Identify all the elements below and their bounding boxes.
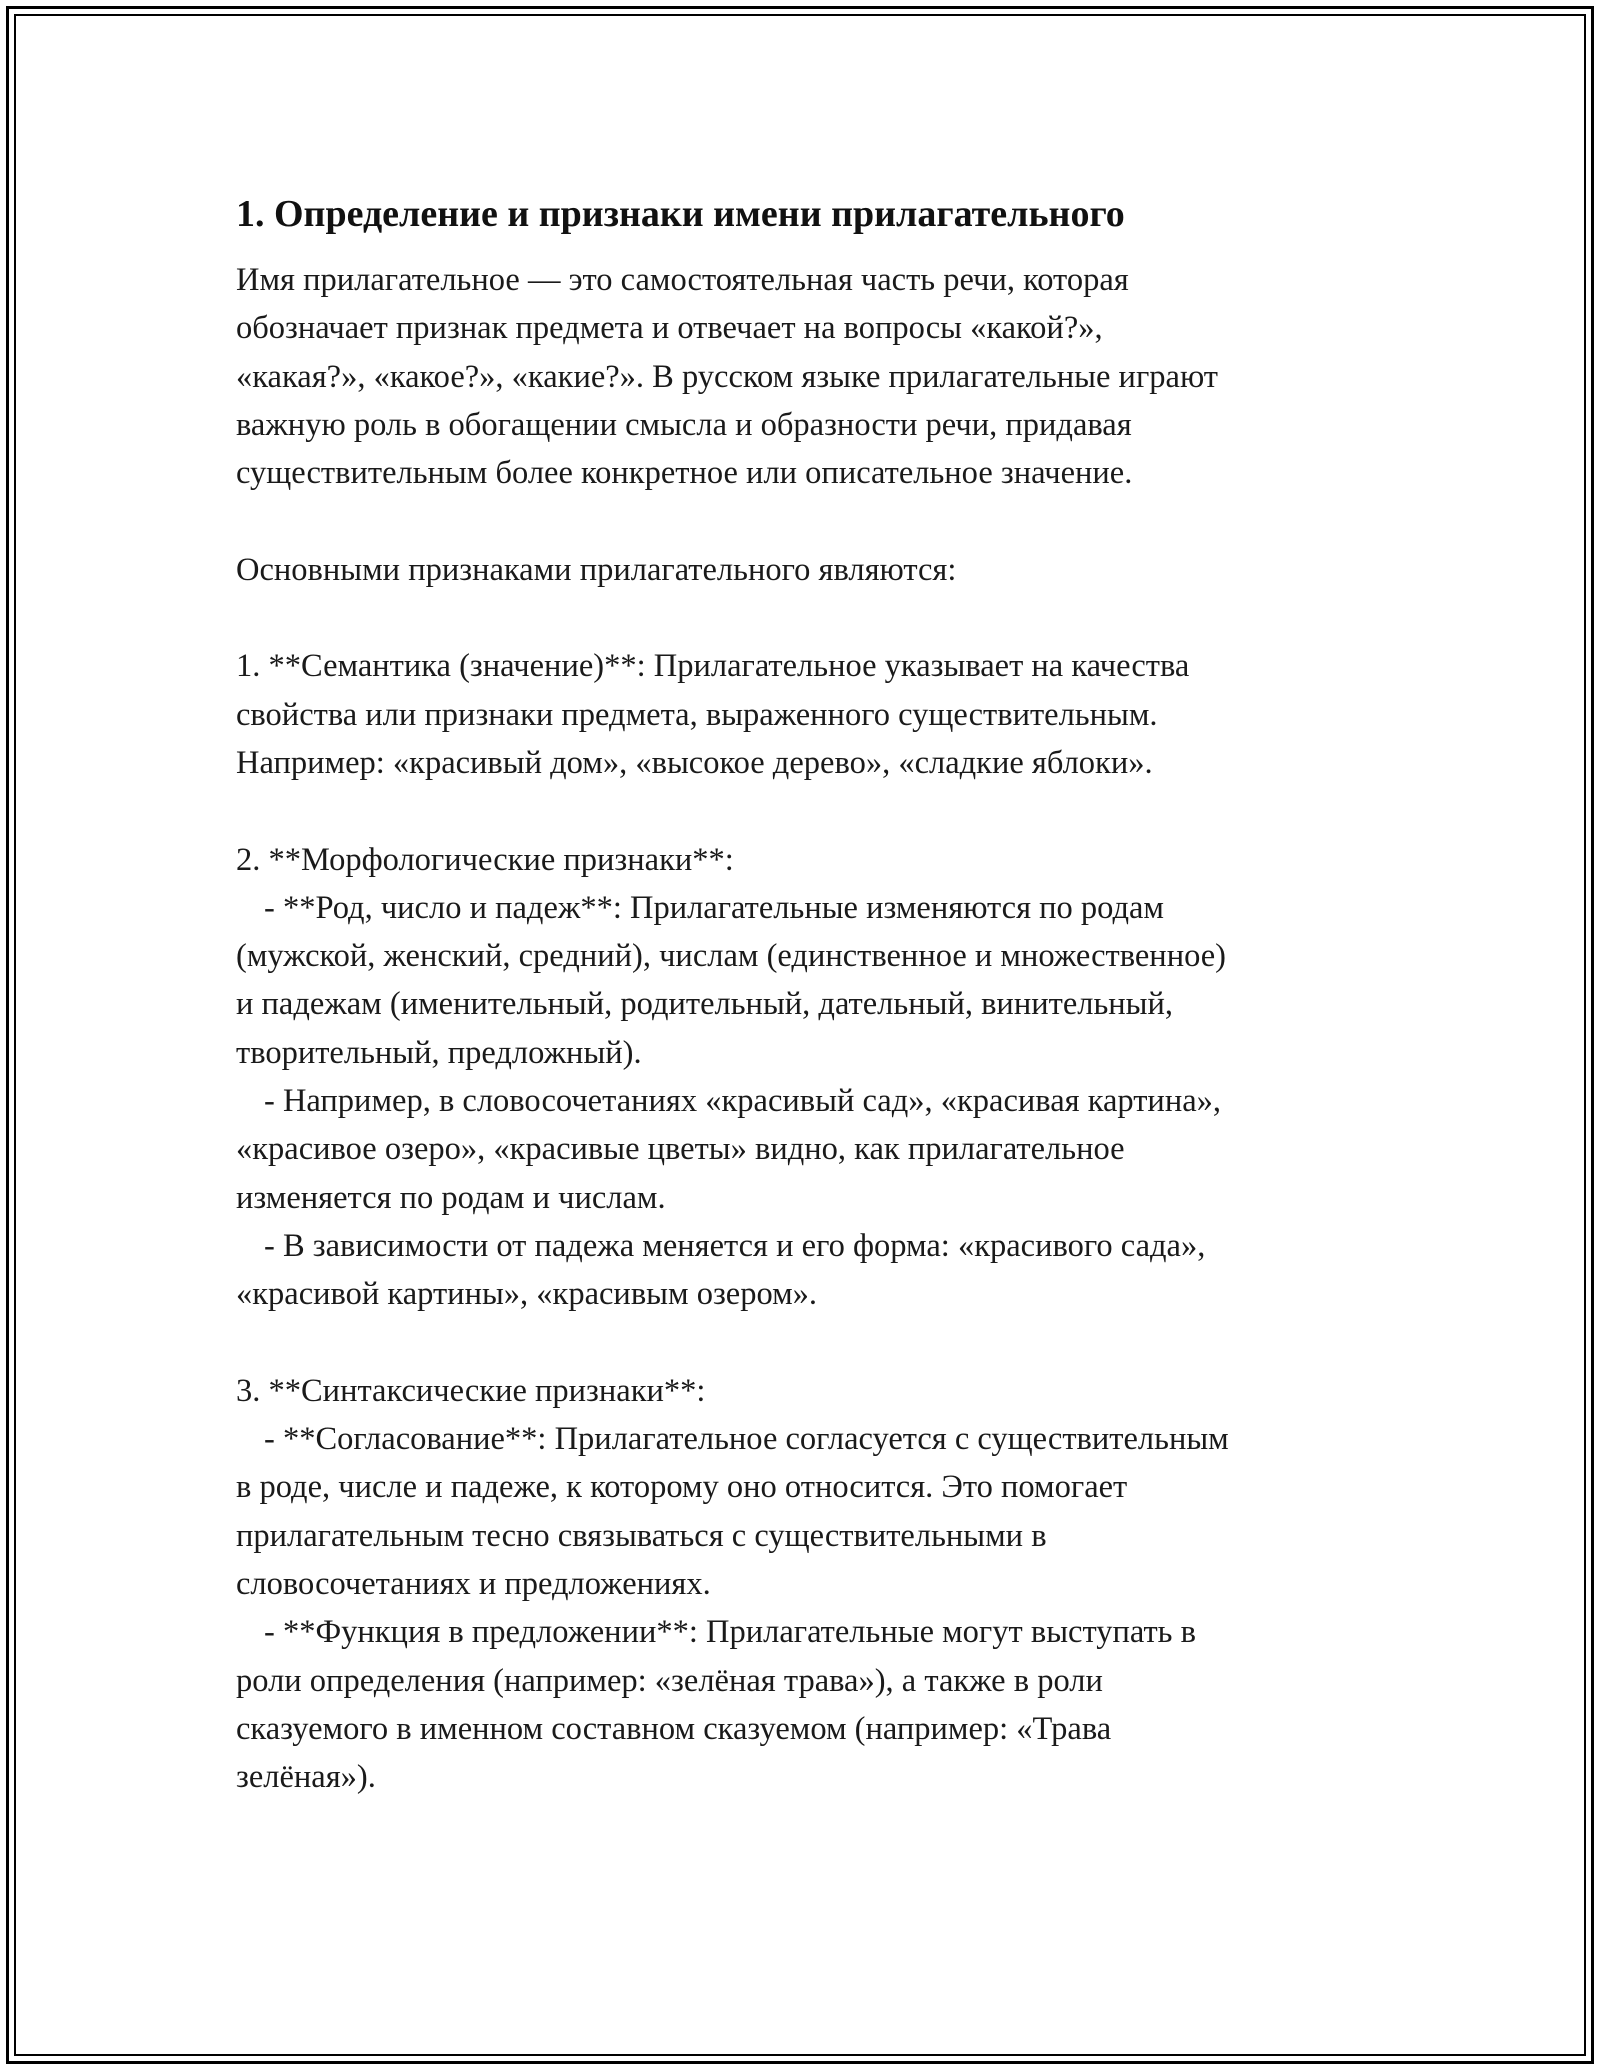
item-morphology-title: 2. **Морфологические признаки**: <box>236 841 734 878</box>
item-syntax-sub2 <box>236 1608 1376 1801</box>
document-body <box>236 186 1376 1802</box>
paragraph-gap <box>236 497 1376 545</box>
paragraph-gap <box>236 594 1376 642</box>
item-syntax-sub1 <box>236 1415 1376 1608</box>
item-semantics: 1. **Семантика (значение)**: Прилагательное указывает на качества свойства или признаки предмета, выраженного существительным. Например: «красивый дом», «высокое дерево», «сладкие яблоки». <box>236 648 1190 781</box>
section-heading: 1. Определение и признаки имени прилагательного <box>236 193 1125 235</box>
item-morphology-sub3-text: - В зависимости от падежа меняется и его форма: «красивого сада», «красивой картины», «красивым озером». <box>236 1227 1206 1313</box>
item-morphology-sub1 <box>236 884 1376 1077</box>
paragraph-gap <box>236 1319 1376 1367</box>
item-morphology-sub1-text: - **Род, число и падеж**: Прилагательные изменяются по родам (мужской, женский, средний), числам (единственное и множественное) и падежам (именительный, родительный, дательный, винительный, творительный, предложный). <box>236 889 1226 1071</box>
item-syntax-sub1-text: - **Согласование**: Прилагательное согласуется с существительным в роде, числе и падеже, к которому оно относится. Это помогает прилагательным тесно связываться с существительными в словосочетаниях и предложениях. <box>236 1421 1229 1603</box>
item-syntax-sub2-text: - **Функция в предложении**: Прилагательные могут выступать в роли определения (например: «зелёная трава»), а также в роли сказуемого в именном составном сказуемом (например: «Трава зелёная»). <box>236 1614 1196 1796</box>
intro-paragraph: Имя прилагательное — это самостоятельная часть речи, которая обозначает признак предмета и отвечает на вопросы «какой?», «какая?», «какое?», «какие?». В русском языке прилагательные играют важную роль в обогащении смысла и образности речи, придавая существительным более конкретное или описательное значение. <box>236 262 1219 492</box>
item-syntax-title: 3. **Синтаксические признаки**: <box>236 1372 706 1409</box>
paragraph-gap <box>236 787 1376 835</box>
features-intro: Основными признаками прилагательного являются: <box>236 551 957 588</box>
item-morphology-sub2-text: - Например, в словосочетаниях «красивый сад», «красивая картина», «красивое озеро», «красивые цветы» видно, как прилагательное изменяется по родам и числам. <box>236 1083 1222 1216</box>
item-morphology-sub2 <box>236 1077 1376 1222</box>
item-morphology-sub3 <box>236 1222 1376 1319</box>
